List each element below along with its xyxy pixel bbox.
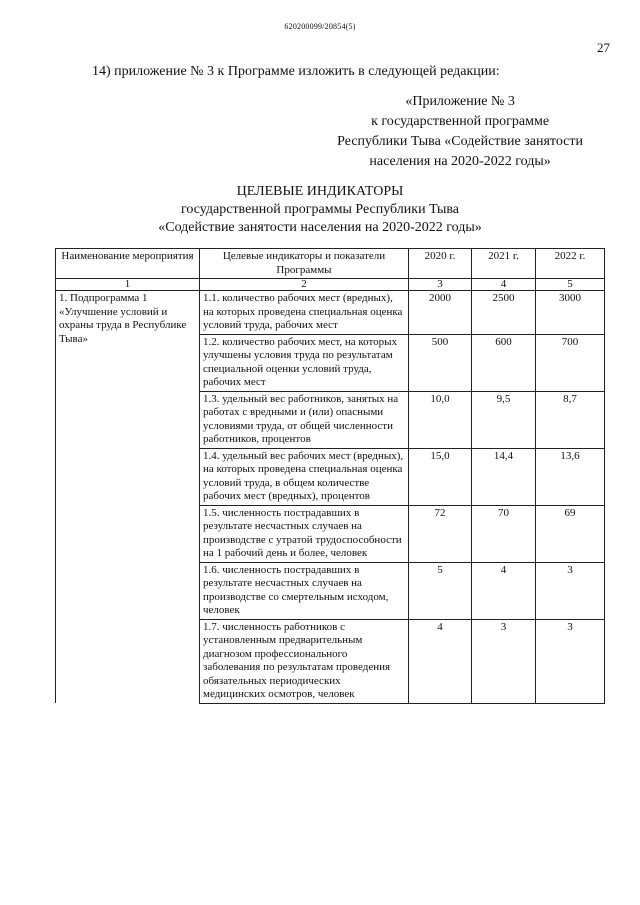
- value-2021: 4: [472, 562, 536, 619]
- column-number: 1: [56, 279, 200, 291]
- appendix-line: Республики Тыва «Содействие занятости: [337, 134, 583, 149]
- indicators-table: [55, 248, 605, 704]
- title-subline: государственной программы Республики Тыва: [181, 202, 459, 217]
- column-number: 5: [536, 279, 605, 291]
- column-number: 4: [472, 279, 536, 291]
- header-indicator: Целевые индикаторы и показатели Программы: [200, 249, 409, 279]
- measure-cell: 1. Подпрограмма 1 «Улучшение условий и охраны труда в Республике Тыва»: [56, 291, 200, 704]
- header-2022: 2022 г.: [536, 249, 605, 279]
- value-2020: 72: [409, 505, 472, 562]
- value-2020: 2000: [409, 291, 472, 335]
- value-2020: 5: [409, 562, 472, 619]
- title-subline: «Содействие занятости населения на 2020-2022 годы»: [158, 220, 482, 235]
- page-number: 27: [597, 40, 610, 55]
- appendix-line: «Приложение № 3: [405, 94, 515, 109]
- appendix-reference: [337, 92, 583, 172]
- value-2022: 700: [536, 334, 605, 391]
- value-2021: 70: [472, 505, 536, 562]
- column-number: 3: [409, 279, 472, 291]
- value-2022: 13,6: [536, 448, 605, 505]
- indicator-cell: 1.7. численность работников с установленным предварительным диагнозом профессионального заболевания по результатам проведения обязательных периодических медицинских осмотров, человек: [200, 619, 409, 703]
- value-2020: 15,0: [409, 448, 472, 505]
- header-2021: 2021 г.: [472, 249, 536, 279]
- value-2021: 3: [472, 619, 536, 703]
- value-2022: 8,7: [536, 391, 605, 448]
- value-2021: 14,4: [472, 448, 536, 505]
- appendix-line: населения на 2020-2022 годы»: [369, 154, 551, 169]
- indicator-cell: 1.5. численность пострадавших в результате несчастных случаев на производстве с утратой трудоспособности на 1 рабочий день и более, человек: [200, 505, 409, 562]
- indicator-cell: 1.2. количество рабочих мест, на которых улучшены условия труда по результатам специальной оценки условий труда, рабочих мест: [200, 334, 409, 391]
- indicator-cell: 1.6. численность пострадавших в результате несчастных случаев на производстве со смертельным исходом, человек: [200, 562, 409, 619]
- value-2020: 10,0: [409, 391, 472, 448]
- indicator-cell: 1.1. количество рабочих мест (вредных), на которых проведена специальная оценка условий труда, рабочих мест: [200, 291, 409, 335]
- appendix-line: к государственной программе: [371, 114, 550, 129]
- value-2020: 4: [409, 619, 472, 703]
- table-row: [56, 291, 605, 335]
- column-number: 2: [200, 279, 409, 291]
- value-2021: 2500: [472, 291, 536, 335]
- column-number-row: [56, 279, 605, 291]
- document-title: [0, 182, 640, 237]
- value-2022: 3: [536, 562, 605, 619]
- amendment-instruction: 14) приложение № 3 к Программе изложить в следующей редакции:: [92, 64, 500, 79]
- header-2020: 2020 г.: [409, 249, 472, 279]
- indicator-cell: 1.3. удельный вес работников, занятых на работах с вредными и (или) опасными условиями труда, от общей численности работников, процентов: [200, 391, 409, 448]
- value-2020: 500: [409, 334, 472, 391]
- value-2022: 69: [536, 505, 605, 562]
- title-main: ЦЕЛЕВЫЕ ИНДИКАТОРЫ: [236, 184, 404, 199]
- header-measure: Наименование мероприятия: [56, 249, 200, 279]
- document-id: 620200099/20854(5): [284, 22, 356, 31]
- indicator-cell: 1.4. удельный вес рабочих мест (вредных), на которых проведена специальная оценка условий труда, в общем количестве рабочих мест (вредных), процентов: [200, 448, 409, 505]
- value-2021: 600: [472, 334, 536, 391]
- value-2022: 3000: [536, 291, 605, 335]
- value-2021: 9,5: [472, 391, 536, 448]
- value-2022: 3: [536, 619, 605, 703]
